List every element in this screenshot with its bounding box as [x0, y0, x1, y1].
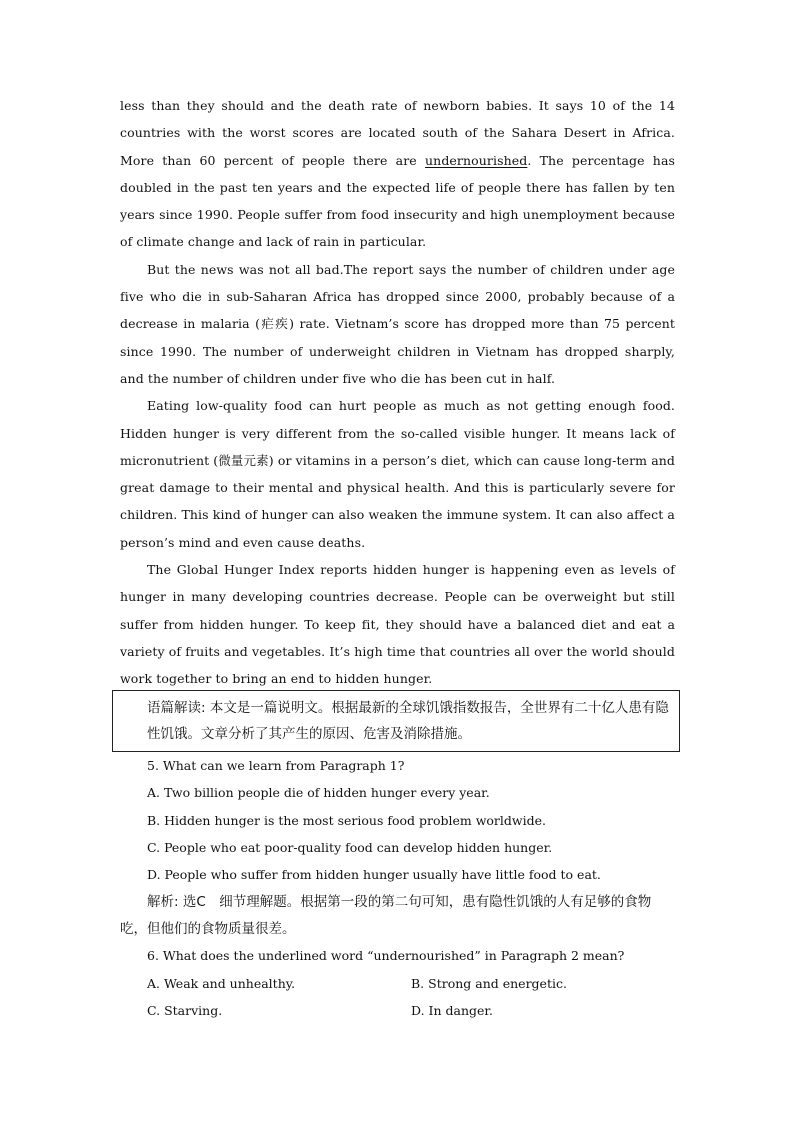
q6-options-row-1: [120, 970, 675, 997]
q5-option-a: A. Two billion people die of hidden hunger every year.: [147, 785, 490, 801]
discourse-analysis-box: [112, 690, 680, 752]
q5-option-b: B. Hidden hunger is the most serious food problem worldwide.: [147, 812, 546, 828]
paragraph-2: But the news was not all bad.The report says the number of children under age five who die in sub-Saharan Africa has dropped since 2000, probably because of a decrease in malaria (疟疾) rate. Vietnam’s score has dropped more than 75 percent since 1990. The number of underweight children in Vietnam has dropped sharply, and the number of children under five who die has been cut in half.: [120, 261, 675, 386]
question-6: 6. What does the underlined word “undernourished” in Paragraph 2 mean?: [147, 948, 625, 964]
questions-section: [120, 752, 675, 1024]
q5-analysis: 解析: 选C 细节理解题。根据第一段的第二句可知，患有隐性饥饿的人有足够的食物吃，但他们的食物质量很差。: [120, 894, 652, 937]
q6-options-row-2: [120, 997, 675, 1024]
q6-option-a: A. Weak and unhealthy.: [147, 975, 296, 991]
underlined-word: undernourished: [425, 152, 528, 168]
paragraph-4: The Global Hunger Index reports hidden hunger is happening even as levels of hunger in many developing countries decrease. People can be overweight but still suffer from hidden hunger. To keep fit, they should have a balanced diet and eat a variety of fruits and vegetables. It’s high time that countries all over the world should work together to bring an end to hidden hunger.: [120, 562, 675, 687]
q6-option-b: B. Strong and energetic.: [411, 975, 567, 991]
q6-option-c: C. Starving.: [147, 1003, 223, 1019]
paragraph-1-rest: . The percentage has doubled in the past ten years and the expected life of people there has fallen by ten years since 1990. People suffer from food insecurity and high unemployment because of climate change and lack of rain in particular.: [120, 152, 676, 250]
question-5: 5. What can we learn from Paragraph 1?: [147, 758, 405, 773]
paragraph-1-text: less than they should and the death rate of newborn babies. It says 10 of the 14 countries with the worst scores are located south of the Sahara Desert in Africa. More than 60 percent of people there are: [120, 98, 675, 168]
paragraph-1: [120, 92, 675, 256]
q5-option-c: C. People who eat poor-quality food can develop hidden hunger.: [147, 839, 553, 855]
paragraph-3: Eating low-quality food can hurt people as much as not getting enough food. Hidden hunger is very different from the so-called visible hunger. It means lack of micronutrient (微量元素) or vitamins in a person’s diet, which can cause long-term and great damage to their mental and physical health. And this is particularly severe for children. This kind of hunger can also weaken the immune system. It can also affect a person’s mind and even cause deaths.: [120, 398, 675, 550]
q6-option-d: D. In danger.: [411, 1003, 493, 1019]
passage-body: [120, 92, 675, 693]
discourse-analysis-text: 语篇解读: 本文是一篇说明文。根据最新的全球饥饿指数报告，全世界有二十亿人患有隐性饥饿。文章分析了其产生的原因、危害及消除措施。: [147, 700, 669, 742]
q5-option-d: D. People who suffer from hidden hunger usually have little food to eat.: [147, 867, 601, 883]
